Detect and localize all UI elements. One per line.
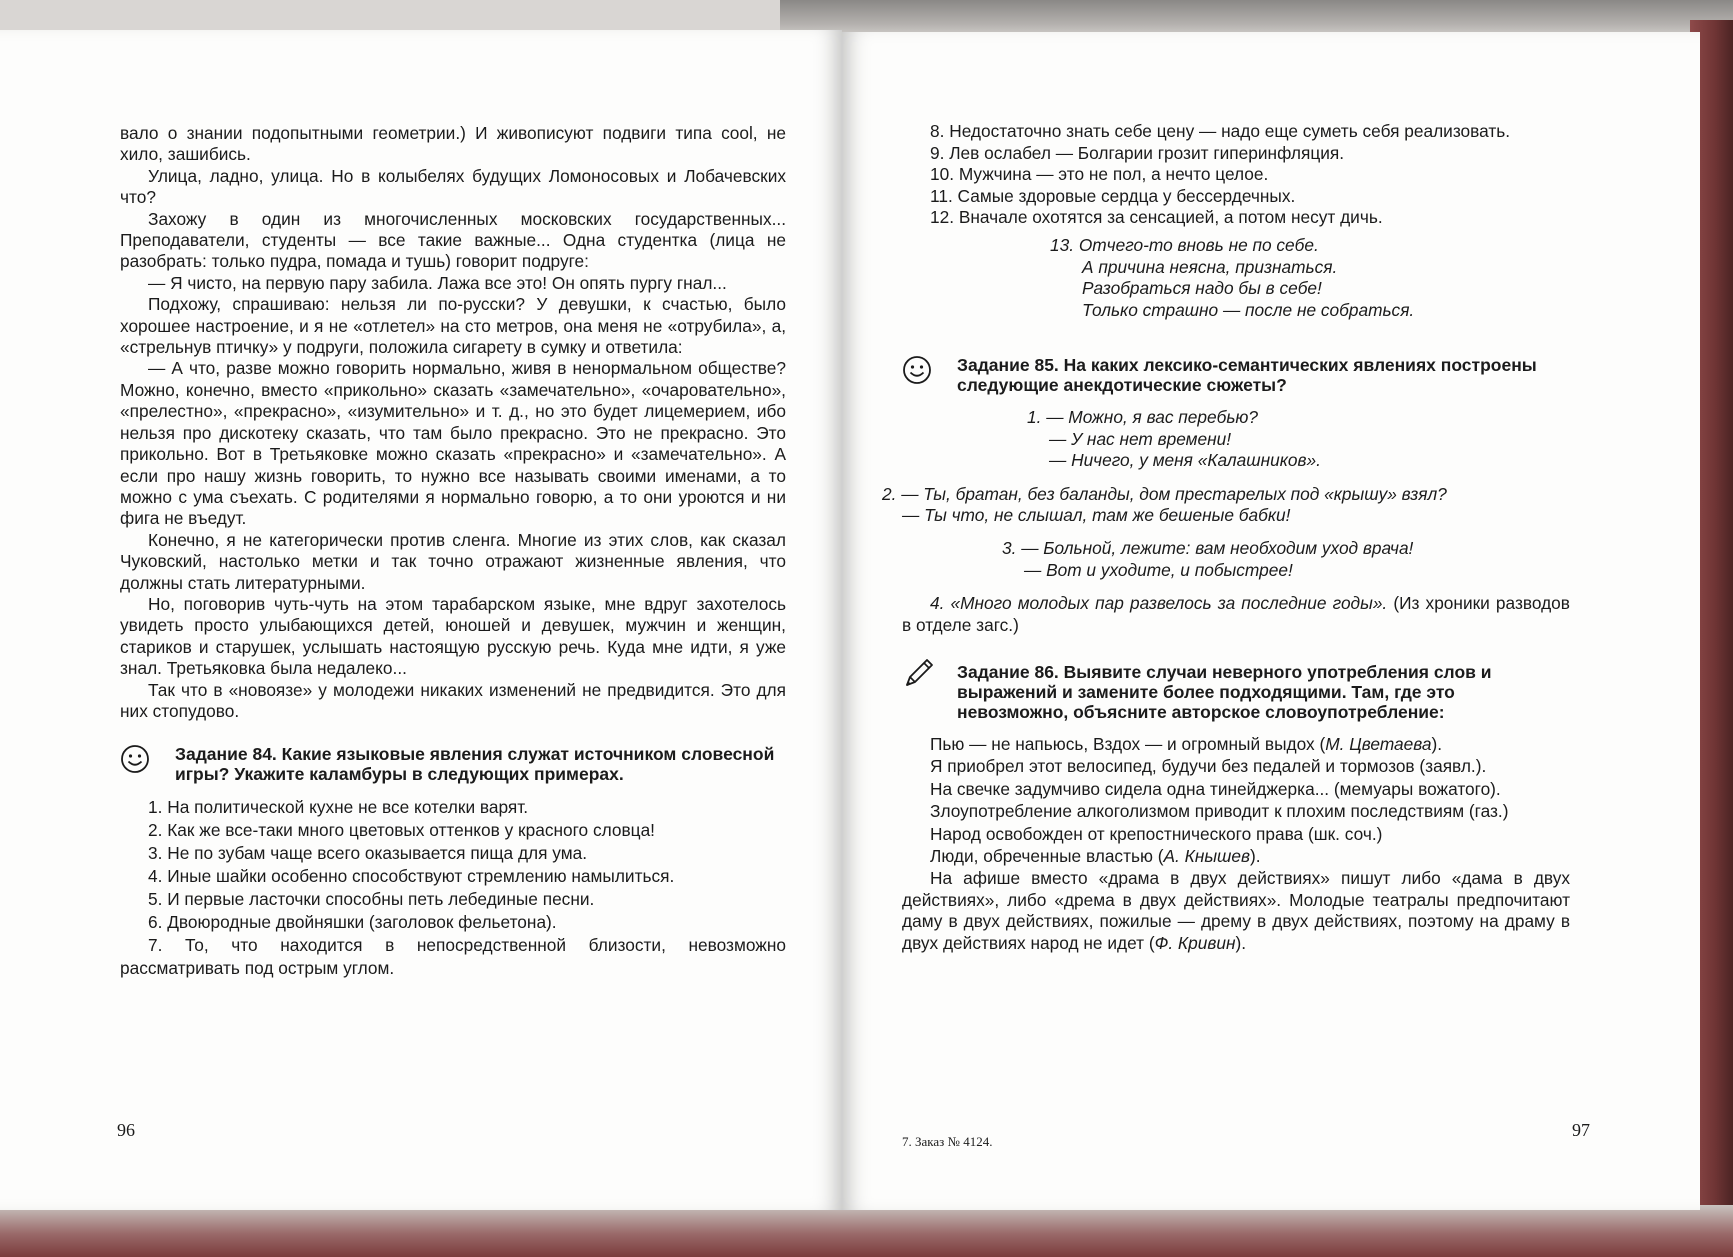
task-85-title: Задание 85. На каких лексико-семантических явлениях построены следующие анекдотические сюжеты? xyxy=(957,355,1537,396)
poem-line: Только страшно — после не собраться. xyxy=(1082,299,1415,320)
task-86-heading xyxy=(902,662,1570,722)
example-line: Злоупотребление алкоголизмом приводит к плохим последствиям (газ.) xyxy=(930,801,1509,822)
dialogue-line: 3. — Больной, лежите: вам необходим уход врача! xyxy=(1002,538,1414,559)
poem-13 xyxy=(1050,234,1570,321)
example-line: Народ освобожден от крепостнического права (шк. соч.) xyxy=(930,823,1383,844)
pencil-icon xyxy=(902,656,936,690)
dialogue-line: — У нас нет времени! xyxy=(1049,428,1232,449)
paragraph: Подхожу, спрашиваю: нельзя ли по-русски? У девушки, к счастью, было хорошее настроение, и я не «отлетел» на сто метров, она меня не «отрубила», а, «стрельнув птичку» у подруги, положила сигарету в сумку и ответила: xyxy=(120,294,786,358)
anecdote-4: 4. «Много молодых пар развелось за последние годы». (Из хроники разводов в отделе загс.) xyxy=(902,593,1570,635)
list-item: 4. Иные шайки особенно способствуют стремлению намылиться. xyxy=(148,866,675,887)
dialogue-line: — Вот и уходите, и побыстрее! xyxy=(1024,559,1293,580)
example-line: На афише вместо «драма в двух действиях» пишут либо «дама в двух действиях», либо «дрема в двух действиях». Молодые театралы предпочитают даму в двух действиях, пожилые — дрему в двух действиях, поэтому на драму в двух действиях народ не идет (Ф. Кривин). xyxy=(902,868,1570,953)
page-number-left: 96 xyxy=(117,1120,135,1140)
task-86-title: Задание 86. Выявите случаи неверного употребления слов и выражений и замените более подходящими. Там, где это невозможно, объясните авторское словоупотребление: xyxy=(957,662,1492,722)
list-item: 3. Не по зубам чаще всего оказывается пища для ума. xyxy=(148,843,588,864)
list-item: 11. Самые здоровые сердца у бессердечных. xyxy=(930,185,1296,206)
list-item: 7. То, что находится в непосредственной близости, невозможно рассматривать под острым углом. xyxy=(120,935,786,979)
example-line: Люди, обреченные властью (А. Кнышев). xyxy=(930,846,1261,867)
paragraph: — А что, разве можно говорить нормально, живя в ненормальном обществе? Можно, конечно, вместо «прикольно» сказать «замечательно», «очаровательно», «прелестно», «прекрасно», «изумительно» и т. д., но это будет лицемерием, ибо нельзя про дискотеку сказать, что там было прекрасно. Это не прекрасно. Это прикольно. Вот в Третьяковке можно сказать «прекрасно» и «замечательно». А если про нашу жизнь говорить, то нужно все называть своими именами, а то можно с ума съехать. С родителями я нормально говорю, а то они уроются и ни фига не въедут. xyxy=(120,358,786,529)
list-item: 6. Двоюродные двойняшки (заголовок фельетона). xyxy=(148,912,557,933)
poem-line: 13. Отчего-то вновь не по себе. xyxy=(1050,234,1319,255)
dialogue-line: — Ничего, у меня «Калашников». xyxy=(1049,450,1321,471)
author-name: А. Кнышев xyxy=(1163,846,1251,867)
task-84-list xyxy=(120,796,786,980)
paragraph: Захожу в один из многочисленных московских государственных... Преподаватели, студенты — все такие важные... Одна студентка (лица не разобрать: только пудра, помада и тушь) говорит подруге: xyxy=(120,208,786,272)
paragraph: вало о знании подопытными геометрии.) И живописуют подвиги типа cool, не хило, зашибись. xyxy=(120,123,786,165)
list-item: 1. На политической кухне не все котелки варят. xyxy=(148,797,529,818)
task-84-title: Задание 84. Какие языковые явления служат источником словесной игры? Укажите каламбуры в следующих примерах. xyxy=(175,744,775,785)
left-page xyxy=(0,30,842,1210)
list-item: 2. Как же все-таки много цветовых оттенков у красного словца! xyxy=(148,820,655,841)
dialogue-line: 1. — Можно, я вас перебью? xyxy=(1027,407,1259,428)
left-body-text xyxy=(120,123,786,722)
paragraph: Так что в «новоязе» у молодежи никаких изменений не предвидится. Это для них стопудово. xyxy=(120,679,786,721)
paragraph: — Я чисто, на первую пару забила. Лажа все это! Он опять пургу гнал... xyxy=(148,272,727,293)
paragraph: Конечно, я не категорически против сленга. Многие из этих слов, как сказал Чуковский, настолько метки и так точно отражают жизненные явления, что должны стать литературными. xyxy=(120,529,786,593)
list-item: 9. Лев ослабел — Болгарии грозит гиперинфляция. xyxy=(930,142,1345,163)
list-item: 8. Недостаточно знать себе цену — надо еще суметь себя реализовать. xyxy=(930,121,1511,141)
example-line: Пью — не напьюсь, Вздох — и огромный выдох (М. Цветаева). xyxy=(930,734,1443,754)
paragraph: Улица, ладно, улица. Но в колыбелях будущих Ломоносовых и Лобачевских что? xyxy=(120,165,786,208)
anecdote-2 xyxy=(882,484,1570,527)
imprint: 7. Заказ № 4124. xyxy=(902,1134,993,1149)
paragraph: Но, поговорив чуть-чуть на этом тарабарском языке, мне вдруг захотелось увидеть просто улыбающихся детей, юношей и девушек, мужчин и женщин, стариков и старушек, услышать настоящую русскую речь. Куда мне идти, я уже знал. Третьяковка была недалеко... xyxy=(120,593,786,679)
task-86-list xyxy=(902,734,1570,954)
list-item: 5. И первые ласточки способны петь лебединые песни. xyxy=(148,889,595,910)
author-name: М. Цветаева xyxy=(1325,734,1432,754)
task-85-heading xyxy=(902,355,1570,395)
example-line: Я приобрел этот велосипед, будучи без педалей и тормозов (заявл.). xyxy=(930,756,1487,777)
poem-line: А причина неясна, признаться. xyxy=(1082,256,1338,277)
page-number-right: 97 xyxy=(1572,1120,1590,1140)
smiley-icon xyxy=(120,744,150,774)
list-item: 10. Мужчина — это не пол, а нечто целое. xyxy=(930,164,1269,185)
right-page xyxy=(842,32,1700,1210)
book-cover-bottom xyxy=(0,1205,1733,1257)
list-item: 12. Вначале охотятся за сенсацией, а потом несут дичь. xyxy=(930,207,1383,228)
anecdote-1 xyxy=(1027,407,1570,471)
example-line: На свечке задумчиво сидела одна тинейджерка... (мемуары вожатого). xyxy=(930,778,1501,799)
task-84-heading xyxy=(120,744,786,784)
author-name: Ф. Кривин xyxy=(1154,932,1236,953)
poem-line: Разобраться надо бы в себе! xyxy=(1082,278,1322,299)
anecdote-3 xyxy=(1002,538,1570,581)
dialogue-line: 2. — Ты, братан, без баланды, дом престарелых под «крышу» взял? xyxy=(882,483,1447,504)
task-84-list-continued xyxy=(902,121,1570,229)
dialogue-line: — Ты что, не слышал, там же бешеные бабки! xyxy=(902,504,1291,525)
smiley-icon xyxy=(902,355,932,385)
